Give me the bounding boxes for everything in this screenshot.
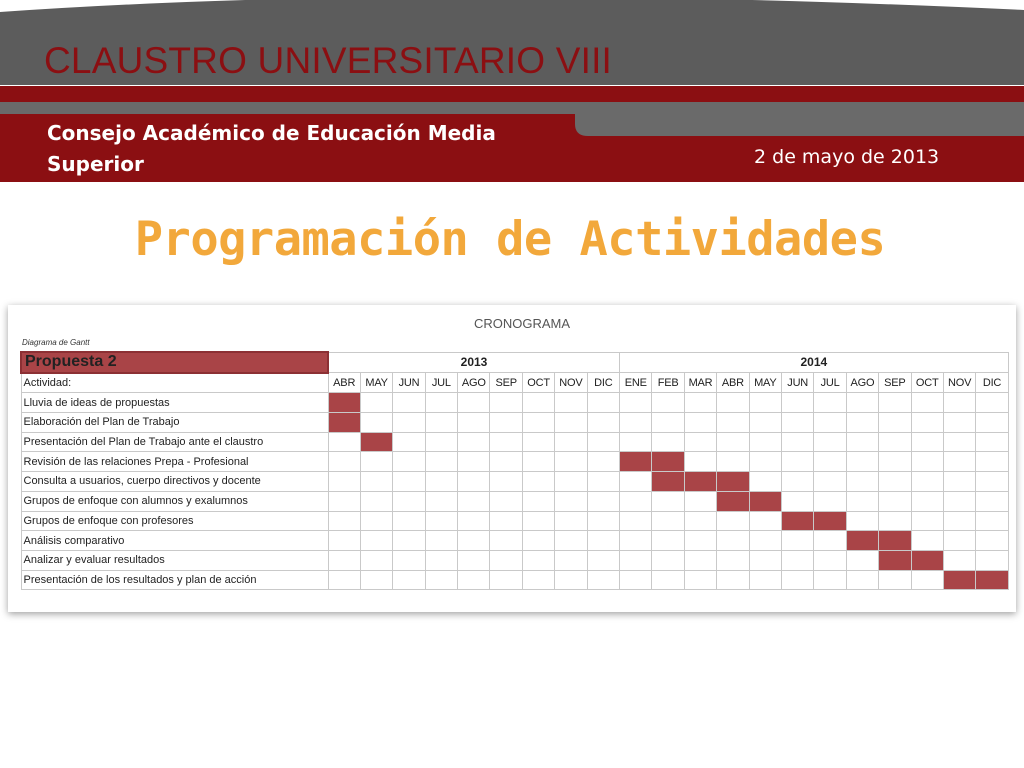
activity-row: [21, 570, 1008, 590]
gantt-cell: [781, 452, 813, 472]
gantt-cell: [879, 472, 911, 492]
gantt-cell: [458, 413, 490, 433]
gantt-cell: [522, 432, 554, 452]
gantt-cell: [555, 550, 587, 570]
gantt-cell: [684, 570, 716, 590]
gantt-cell: [749, 570, 781, 590]
chart-subtitle: Diagrama de Gantt: [22, 338, 90, 347]
gantt-cell: [717, 550, 749, 570]
activity-name: Lluvia de ideas de propuestas: [21, 393, 328, 413]
gantt-cell: [425, 511, 457, 531]
gantt-cell: [911, 531, 943, 551]
month-header: SEP: [879, 373, 911, 393]
gantt-cell: [749, 452, 781, 472]
gantt-cell: [328, 511, 360, 531]
gantt-cell: [749, 531, 781, 551]
gantt-bar: [943, 570, 975, 590]
gantt-cell: [490, 472, 522, 492]
gantt-cell: [781, 491, 813, 511]
gantt-cell: [943, 432, 975, 452]
header-red-stripe: [0, 86, 1024, 102]
gantt-cell: [846, 472, 878, 492]
gantt-cell: [911, 472, 943, 492]
gantt-cell: [425, 550, 457, 570]
gantt-cell: [490, 491, 522, 511]
gantt-cell: [814, 413, 846, 433]
gantt-cell: [814, 570, 846, 590]
gantt-cell: [522, 531, 554, 551]
proposal-label: Propuesta 2: [21, 352, 328, 373]
month-header: SEP: [490, 373, 522, 393]
gantt-cell: [393, 491, 425, 511]
gantt-cell: [652, 550, 684, 570]
gantt-cell: [814, 393, 846, 413]
gantt-cell: [846, 570, 878, 590]
gantt-cell: [749, 472, 781, 492]
gantt-cell: [976, 511, 1008, 531]
gantt-cell: [976, 472, 1008, 492]
gantt-cell: [684, 393, 716, 413]
activity-row: [21, 531, 1008, 551]
gantt-cell: [458, 472, 490, 492]
month-header: JUL: [425, 373, 457, 393]
month-header: OCT: [522, 373, 554, 393]
gantt-cell: [943, 550, 975, 570]
gantt-cell: [911, 393, 943, 413]
gantt-cell: [360, 413, 392, 433]
gantt-cell: [781, 550, 813, 570]
gantt-cell: [425, 472, 457, 492]
gantt-cell: [749, 413, 781, 433]
gantt-cell: [522, 491, 554, 511]
gantt-cell: [911, 511, 943, 531]
gantt-cell: [879, 570, 911, 590]
activity-row: [21, 550, 1008, 570]
gantt-cell: [652, 491, 684, 511]
gantt-cell: [781, 472, 813, 492]
gantt-cell: [587, 432, 619, 452]
month-header: JUL: [814, 373, 846, 393]
gantt-cell: [587, 472, 619, 492]
gantt-cell: [425, 432, 457, 452]
gantt-cell: [911, 413, 943, 433]
gantt-cell: [846, 393, 878, 413]
gantt-cell: [749, 550, 781, 570]
gantt-cell: [458, 511, 490, 531]
chart-title: CRONOGRAMA: [473, 316, 571, 331]
gantt-cell: [490, 413, 522, 433]
gantt-cell: [458, 491, 490, 511]
gantt-cell: [684, 550, 716, 570]
activity-column-header: Actividad:: [21, 373, 328, 393]
month-header: OCT: [911, 373, 943, 393]
activity-row: [21, 413, 1008, 433]
gantt-cell: [555, 452, 587, 472]
gantt-cell: [393, 393, 425, 413]
gantt-cell: [490, 550, 522, 570]
month-header: JUN: [781, 373, 813, 393]
activity-name: Consulta a usuarios, cuerpo directivos y docente: [21, 472, 328, 492]
activity-name: Analizar y evaluar resultados: [21, 550, 328, 570]
gantt-cell: [587, 393, 619, 413]
gantt-cell: [814, 472, 846, 492]
gantt-cell: [717, 432, 749, 452]
activity-name: Presentación del Plan de Trabajo ante el claustro: [21, 432, 328, 452]
gantt-cell: [393, 511, 425, 531]
gantt-cell: [879, 511, 911, 531]
gantt-cell: [620, 432, 652, 452]
gantt-cell: [587, 570, 619, 590]
gantt-cell: [879, 393, 911, 413]
gantt-bar: [814, 511, 846, 531]
month-header: MAR: [684, 373, 716, 393]
month-header: NOV: [943, 373, 975, 393]
gantt-cell: [814, 491, 846, 511]
gantt-bar: [328, 393, 360, 413]
gantt-cell: [911, 452, 943, 472]
gantt-cell: [555, 472, 587, 492]
gantt-cell: [879, 491, 911, 511]
gantt-cell: [717, 511, 749, 531]
gantt-cell: [846, 511, 878, 531]
gantt-cell: [652, 393, 684, 413]
gantt-cell: [490, 531, 522, 551]
month-header: NOV: [555, 373, 587, 393]
gantt-cell: [522, 570, 554, 590]
gantt-cell: [684, 452, 716, 472]
gantt-cell: [587, 550, 619, 570]
activity-name: Grupos de enfoque con profesores: [21, 511, 328, 531]
activity-name: Grupos de enfoque con alumnos y exalumnos: [21, 491, 328, 511]
gantt-cell: [976, 531, 1008, 551]
gantt-cell: [620, 511, 652, 531]
gantt-cell: [717, 570, 749, 590]
gantt-cell: [425, 413, 457, 433]
gantt-cell: [781, 432, 813, 452]
gantt-cell: [522, 413, 554, 433]
gantt-cell: [620, 531, 652, 551]
gantt-cell: [360, 570, 392, 590]
header-subtitle: Consejo Académico de Educación Media Superior: [47, 121, 496, 176]
gantt-cell: [684, 432, 716, 452]
gantt-cell: [458, 570, 490, 590]
gantt-cell: [879, 452, 911, 472]
gantt-cell: [555, 511, 587, 531]
gantt-cell: [360, 531, 392, 551]
month-header: ENE: [620, 373, 652, 393]
header-gray-tab: [575, 102, 1024, 136]
gantt-bar: [976, 570, 1008, 590]
gantt-cell: [328, 570, 360, 590]
month-header: ABR: [717, 373, 749, 393]
month-header: ABR: [328, 373, 360, 393]
gantt-cell: [620, 570, 652, 590]
gantt-cell: [652, 570, 684, 590]
gantt-bar: [879, 531, 911, 551]
gantt-cell: [846, 432, 878, 452]
gantt-cell: [620, 550, 652, 570]
gantt-cell: [360, 511, 392, 531]
gantt-cell: [814, 432, 846, 452]
gantt-cell: [587, 452, 619, 472]
gantt-bar: [717, 491, 749, 511]
gantt-cell: [393, 550, 425, 570]
gantt-cell: [393, 531, 425, 551]
gantt-cell: [814, 452, 846, 472]
gantt-cell: [717, 393, 749, 413]
gantt-bar: [717, 472, 749, 492]
activity-name: Elaboración del Plan de Trabajo: [21, 413, 328, 433]
gantt-cell: [943, 393, 975, 413]
month-header: MAY: [749, 373, 781, 393]
gantt-cell: [943, 491, 975, 511]
gantt-cell: [555, 432, 587, 452]
gantt-cell: [587, 491, 619, 511]
gantt-cell: [620, 491, 652, 511]
gantt-cell: [328, 472, 360, 492]
gantt-cell: [360, 472, 392, 492]
month-header: DIC: [976, 373, 1008, 393]
month-header: FEB: [652, 373, 684, 393]
gantt-cell: [328, 531, 360, 551]
month-header: MAY: [360, 373, 392, 393]
gantt-cell: [393, 413, 425, 433]
gantt-cell: [943, 452, 975, 472]
gantt-cell: [652, 413, 684, 433]
gantt-cell: [684, 531, 716, 551]
gantt-cell: [490, 452, 522, 472]
gantt-cell: [490, 432, 522, 452]
gantt-cell: [522, 511, 554, 531]
gantt-bar: [652, 452, 684, 472]
gantt-table: [20, 351, 1009, 590]
gantt-cell: [360, 393, 392, 413]
month-header: JUN: [393, 373, 425, 393]
gantt-cell: [976, 452, 1008, 472]
gantt-cell: [425, 570, 457, 590]
gantt-cell: [360, 550, 392, 570]
month-header: AGO: [458, 373, 490, 393]
gantt-cell: [814, 531, 846, 551]
gantt-bar: [879, 550, 911, 570]
gantt-cell: [781, 413, 813, 433]
gantt-cell: [360, 491, 392, 511]
gantt-cell: [652, 511, 684, 531]
activity-row: [21, 491, 1008, 511]
year-header-row: [21, 352, 1008, 373]
gantt-chart: [8, 305, 1016, 612]
gantt-cell: [393, 570, 425, 590]
gantt-cell: [943, 472, 975, 492]
gantt-cell: [555, 531, 587, 551]
activity-row: [21, 472, 1008, 492]
gantt-cell: [684, 511, 716, 531]
gantt-bar: [749, 491, 781, 511]
gantt-cell: [749, 511, 781, 531]
gantt-cell: [587, 413, 619, 433]
activity-row: [21, 452, 1008, 472]
gantt-cell: [652, 531, 684, 551]
header-date: 2 de mayo de 2013: [754, 146, 940, 168]
gantt-cell: [328, 452, 360, 472]
gantt-cell: [717, 452, 749, 472]
gantt-cell: [879, 413, 911, 433]
gantt-cell: [976, 491, 1008, 511]
gantt-cell: [328, 491, 360, 511]
gantt-cell: [684, 491, 716, 511]
gantt-cell: [458, 393, 490, 413]
gantt-cell: [943, 413, 975, 433]
gantt-cell: [490, 393, 522, 413]
gantt-cell: [717, 413, 749, 433]
gantt-bar: [360, 432, 392, 452]
gantt-cell: [458, 531, 490, 551]
activity-row: [21, 432, 1008, 452]
gantt-bar: [620, 452, 652, 472]
gantt-bar: [684, 472, 716, 492]
gantt-cell: [328, 432, 360, 452]
gantt-cell: [490, 511, 522, 531]
gantt-cell: [976, 393, 1008, 413]
gantt-bar: [781, 511, 813, 531]
gantt-cell: [911, 491, 943, 511]
gantt-cell: [846, 550, 878, 570]
gantt-cell: [522, 393, 554, 413]
gantt-cell: [555, 491, 587, 511]
gantt-cell: [911, 432, 943, 452]
gantt-cell: [522, 472, 554, 492]
gantt-cell: [555, 570, 587, 590]
gantt-cell: [749, 393, 781, 413]
header-title: CLAUSTRO UNIVERSITARIO VIII: [44, 40, 613, 81]
gantt-cell: [587, 511, 619, 531]
gantt-cell: [879, 432, 911, 452]
gantt-cell: [620, 393, 652, 413]
month-header: DIC: [587, 373, 619, 393]
gantt-cell: [425, 491, 457, 511]
gantt-cell: [846, 452, 878, 472]
activity-row: [21, 393, 1008, 413]
activity-name: Presentación de los resultados y plan de acción: [21, 570, 328, 590]
gantt-bar: [652, 472, 684, 492]
gantt-cell: [846, 491, 878, 511]
gantt-cell: [458, 452, 490, 472]
gantt-cell: [652, 432, 684, 452]
activity-name: Análisis comparativo: [21, 531, 328, 551]
gantt-cell: [781, 393, 813, 413]
year-header: 2014: [620, 352, 1009, 373]
gantt-cell: [620, 413, 652, 433]
gantt-cell: [458, 432, 490, 452]
activity-name: Revisión de las relaciones Prepa - Profesional: [21, 452, 328, 472]
gantt-cell: [976, 550, 1008, 570]
gantt-cell: [976, 413, 1008, 433]
activity-row: [21, 511, 1008, 531]
gantt-cell: [846, 413, 878, 433]
gantt-cell: [943, 511, 975, 531]
gantt-cell: [749, 432, 781, 452]
month-header: AGO: [846, 373, 878, 393]
month-header-row: [21, 373, 1008, 393]
gantt-cell: [814, 550, 846, 570]
gantt-cell: [328, 550, 360, 570]
gantt-bar: [911, 550, 943, 570]
gantt-cell: [458, 550, 490, 570]
gantt-cell: [976, 432, 1008, 452]
gantt-cell: [360, 452, 392, 472]
gantt-cell: [393, 472, 425, 492]
gantt-cell: [717, 531, 749, 551]
gantt-cell: [393, 432, 425, 452]
gantt-cell: [490, 570, 522, 590]
gantt-cell: [425, 452, 457, 472]
gantt-cell: [555, 393, 587, 413]
gantt-cell: [425, 393, 457, 413]
page-title: Programación de Actividades: [134, 212, 886, 267]
gantt-cell: [587, 531, 619, 551]
gantt-cell: [781, 531, 813, 551]
gantt-cell: [522, 550, 554, 570]
gantt-cell: [555, 413, 587, 433]
gantt-cell: [393, 452, 425, 472]
gantt-bar: [846, 531, 878, 551]
gantt-cell: [911, 570, 943, 590]
gantt-cell: [684, 413, 716, 433]
gantt-cell: [781, 570, 813, 590]
gantt-cell: [620, 472, 652, 492]
gantt-bar: [328, 413, 360, 433]
gantt-cell: [425, 531, 457, 551]
gantt-cell: [522, 452, 554, 472]
gantt-cell: [943, 531, 975, 551]
year-header: 2013: [328, 352, 620, 373]
